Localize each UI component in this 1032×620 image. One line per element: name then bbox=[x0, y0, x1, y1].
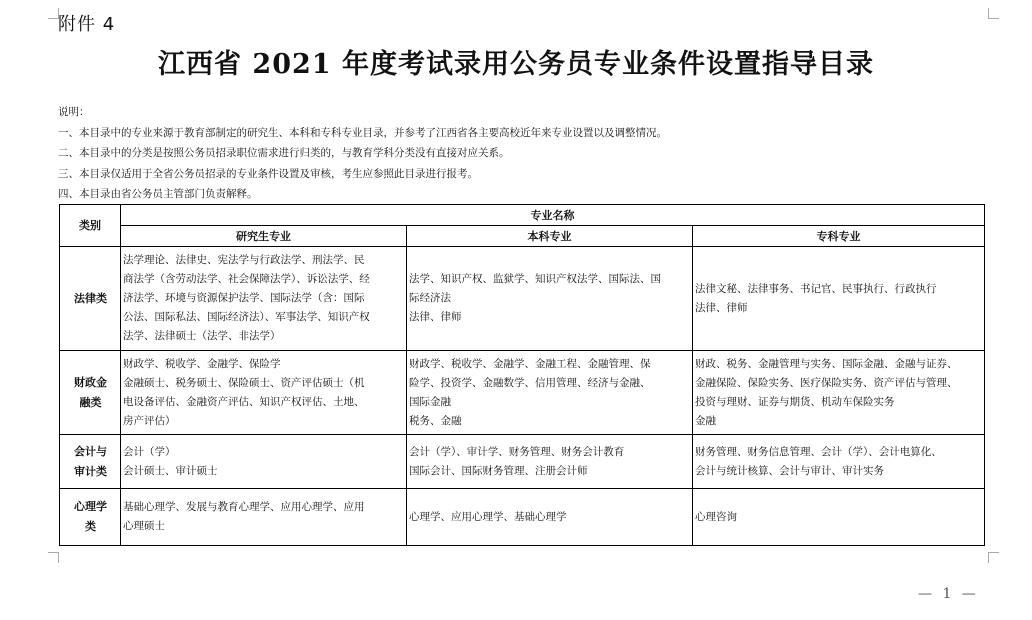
category-cell: 会计与 审计类 bbox=[60, 435, 121, 489]
note-item: 四、本目录由省公务员主管部门负责解释。 bbox=[58, 188, 258, 200]
graduate-cell: 基础心理学、发展与教育心理学、应用心理学、应用 心理硕士 bbox=[121, 489, 407, 546]
undergraduate-cell: 法学、知识产权、监狱学、知识产权法学、国际法、国 际经济法 法律、律师 bbox=[407, 247, 693, 351]
page-corner-mark bbox=[48, 552, 59, 563]
notes-section bbox=[58, 102, 667, 205]
college-cell: 法律文秘、法律事务、书记官、民事执行、行政执行 法律、律师 bbox=[693, 247, 985, 351]
page-corner-mark bbox=[988, 552, 999, 563]
graduate-cell: 财政学、税收学、金融学、保险学 金融硕士、税务硕士、保险硕士、资产评估硕士（机 电设备评估、金融资产评估、知识产权评估、土地、 房产评估） bbox=[121, 351, 407, 435]
header-college: 专科专业 bbox=[693, 226, 985, 247]
notes-heading: 说明： bbox=[58, 106, 90, 118]
table-row bbox=[60, 247, 985, 351]
header-undergraduate: 本科专业 bbox=[407, 226, 693, 247]
header-graduate: 研究生专业 bbox=[121, 226, 407, 247]
table-row bbox=[60, 435, 985, 489]
note-item: 一、本目录中的专业来源于教育部制定的研究生、本科和专科专业目录，并参考了江西省各主要高校近年来专业设置以及调整情况。 bbox=[58, 126, 667, 139]
attachment-label: 附件 4 bbox=[58, 14, 116, 35]
major-catalog-table bbox=[59, 204, 985, 546]
header-major-name: 专业名称 bbox=[121, 205, 985, 226]
graduate-cell: 法学理论、法律史、宪法学与行政法学、刑法学、民 商法学（含劳动法学、社会保障法学）、诉讼法学、经 济法学、环境与资源保护法学、国际法学（含：国际 公法、国际私法、国际经济法）、军事法学、知识产权 法学、法律硕士（法学、非法学） bbox=[121, 247, 407, 351]
page-number: — 1 — bbox=[918, 586, 979, 602]
college-cell: 心理咨询 bbox=[693, 489, 985, 546]
category-cell: 法律类 bbox=[60, 247, 121, 351]
undergraduate-cell: 心理学、应用心理学、基础心理学 bbox=[407, 489, 693, 546]
college-cell: 财政、税务、金融管理与实务、国际金融、金融与证券、 金融保险、保险实务、医疗保险实务、资产评估与管理、 投资与理财、证券与期货、机动车保险实务 金融 bbox=[693, 351, 985, 435]
graduate-cell: 会计（学） 会计硕士、审计硕士 bbox=[121, 435, 407, 489]
college-cell: 财务管理、财务信息管理、会计（学）、会计电算化、 会计与统计核算、会计与审计、审计实务 bbox=[693, 435, 985, 489]
document-title: 江西省 2021 年度考试录用公务员专业条件设置指导目录 bbox=[158, 49, 874, 80]
category-cell: 财政金 融类 bbox=[60, 351, 121, 435]
undergraduate-cell: 会计（学）、审计学、财务管理、财务会计教育 国际会计、国际财务管理、注册会计师 bbox=[407, 435, 693, 489]
page-corner-mark bbox=[988, 8, 999, 19]
undergraduate-cell: 财政学、税收学、金融学、金融工程、金融管理、保 险学、投资学、金融数学、信用管理、经济与金融、 国际金融 税务、金融 bbox=[407, 351, 693, 435]
table-row bbox=[60, 351, 985, 435]
note-item: 三、本目录仅适用于全省公务员招录的专业条件设置及审核，考生应参照此目录进行报考。 bbox=[58, 167, 478, 180]
table-row bbox=[60, 489, 985, 546]
note-item: 二、本目录中的分类是按照公务员招录职位需求进行归类的，与教育学科分类没有直接对应关系。 bbox=[58, 147, 510, 159]
header-category: 类别 bbox=[60, 205, 121, 247]
category-cell: 心理学 类 bbox=[60, 489, 121, 546]
